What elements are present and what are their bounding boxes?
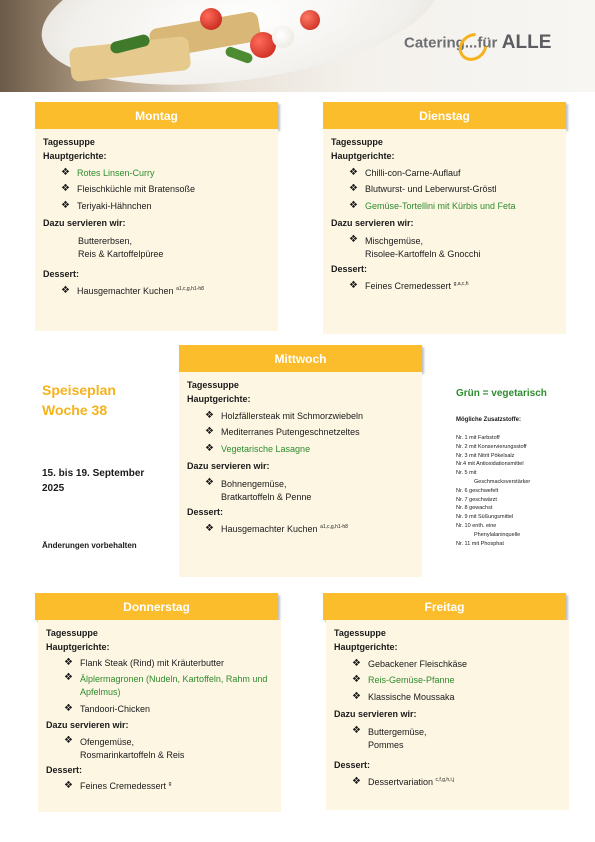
diamond-bullet-icon: ❖ xyxy=(64,672,73,684)
soup-label: Tagessuppe xyxy=(43,137,95,147)
diamond-bullet-icon: ❖ xyxy=(352,674,361,686)
main-dish: ❖ Älplermagronen (Nudeln, Kartoffeln, Rahm und Apfelmus) xyxy=(64,672,268,698)
day-header-mittwoch: Mittwoch xyxy=(179,345,422,372)
main-dish: ❖ Fleischküchle mit Bratensoße xyxy=(61,183,196,195)
main-dish: ❖ Gebackener Fleischkäse xyxy=(352,657,468,669)
additive-line: Nr. 6 geschwefelt xyxy=(456,487,499,494)
day-header-dienstag: Dienstag xyxy=(323,102,566,129)
sides-label: Dazu servieren wir: xyxy=(334,708,417,719)
allergen-codes: a1,c,g,h1-h8 xyxy=(176,285,204,292)
allergen-codes: c,f,g,h,i,j xyxy=(435,776,455,783)
mains-label: Hauptgerichte: xyxy=(187,393,251,404)
allergen-codes: g xyxy=(168,780,172,787)
side-dishes: Buttererbsen, Reis & Kartoffelpüree xyxy=(78,235,164,259)
vegetarian-legend: Grün = vegetarisch xyxy=(456,388,547,399)
soup-label: Tagessuppe xyxy=(331,137,383,147)
plan-date: 15. bis 19. September 2025 xyxy=(42,468,145,494)
diamond-bullet-icon: ❖ xyxy=(352,775,361,787)
dessert-label: Dessert: xyxy=(187,506,224,517)
diamond-bullet-icon: ❖ xyxy=(349,200,358,212)
additive-line: Nr. 10 enth. eine xyxy=(456,522,497,529)
changes-note: Änderungen vorbehalten xyxy=(42,541,137,550)
day-box-freitag xyxy=(326,620,569,810)
diamond-bullet-icon: ❖ xyxy=(352,724,361,736)
side-dishes: ❖ Mischgemüse, Risolee-Kartoffeln & Gnocchi xyxy=(349,233,481,259)
additive-line: Nr. 7 geschwärzt xyxy=(456,496,497,503)
diamond-bullet-icon: ❖ xyxy=(349,233,358,245)
dessert-item: ❖ Hausgemachter Kuchen $^{a1,c,g,h1-h8}$ xyxy=(61,284,204,296)
diamond-bullet-icon: ❖ xyxy=(205,426,214,438)
diamond-bullet-icon: ❖ xyxy=(205,409,214,421)
day-box-montag xyxy=(35,129,278,331)
additive-line: Geschmacksverstärker xyxy=(474,478,531,485)
dessert-item: ❖ Feines Cremedessert $^g$ xyxy=(64,779,172,791)
additive-line: Nr. 11 mit Phosphat xyxy=(456,540,504,547)
logo-part1: Catering xyxy=(404,34,465,52)
additive-line: Nr. 5 mit xyxy=(456,470,477,477)
additive-line: Nr. 1 mit Farbstoff xyxy=(456,435,500,441)
diamond-bullet-icon: ❖ xyxy=(205,476,214,488)
main-dish: ❖ Holzfällersteak mit Schmorzwiebeln xyxy=(205,409,364,421)
soup-label: Tagessuppe xyxy=(46,628,98,638)
logo-part3: ALLE xyxy=(501,32,552,53)
diamond-bullet-icon: ❖ xyxy=(61,183,70,195)
diamond-bullet-icon: ❖ xyxy=(352,657,361,669)
day-box-donnerstag xyxy=(38,620,281,812)
main-dish: ❖ Blutwurst- und Leberwurst-Gröstl xyxy=(349,183,497,195)
diamond-bullet-icon: ❖ xyxy=(205,443,214,455)
sides-label: Dazu servieren wir: xyxy=(187,460,270,471)
tomato-image xyxy=(200,8,222,30)
diamond-bullet-icon: ❖ xyxy=(349,183,358,195)
additive-line: Nr. 8 gewachst xyxy=(456,505,493,512)
additives-title: Mögliche Zusatzstoffe: xyxy=(456,417,522,423)
main-dish: ❖ Klassische Moussaka xyxy=(352,691,455,703)
mains-label: Hauptgerichte: xyxy=(46,641,110,652)
day-header-donnerstag: Donnerstag xyxy=(35,593,278,620)
dessert-item: ❖ Hausgemachter Kuchen $^{a1,c,g,h1-h8}$ xyxy=(205,522,348,534)
diamond-bullet-icon: ❖ xyxy=(352,691,361,703)
brand-logo xyxy=(404,32,551,62)
main-dish: ❖ Gemüse-Tortellini mit Kürbis und Feta xyxy=(349,200,516,212)
day-header-montag: Montag xyxy=(35,102,278,129)
diamond-bullet-icon: ❖ xyxy=(61,166,70,178)
dessert-item: ❖ Feines Cremedessert $^{g,a,c,h}$ xyxy=(349,279,469,291)
diamond-bullet-icon: ❖ xyxy=(64,703,73,715)
day-box-mittwoch xyxy=(179,372,422,577)
allergen-codes: a1,c,g,h1-h8 xyxy=(320,523,348,530)
diamond-bullet-icon: ❖ xyxy=(205,522,214,534)
dessert-label: Dessert: xyxy=(334,759,371,770)
sides-label: Dazu servieren wir: xyxy=(43,217,126,228)
dessert-label: Dessert: xyxy=(46,765,83,776)
header-banner xyxy=(0,0,595,92)
diamond-bullet-icon: ❖ xyxy=(349,279,358,291)
main-dish: ❖ Flank Steak (Rind) mit Kräuterbutter xyxy=(64,656,225,668)
logo-part2: ...für xyxy=(464,34,498,52)
mains-label: Hauptgerichte: xyxy=(331,150,395,161)
diamond-bullet-icon: ❖ xyxy=(64,779,73,791)
main-dish: ❖ Teriyaki-Hähnchen xyxy=(61,200,152,212)
soup-label: Tagessuppe xyxy=(187,380,239,390)
day-header-freitag: Freitag xyxy=(323,593,566,620)
additive-line: Nr. 2 mit Konservierungsstoff xyxy=(456,443,527,450)
main-dish: ❖ Rotes Linsen-Curry xyxy=(61,166,155,178)
diamond-bullet-icon: ❖ xyxy=(61,284,70,296)
dessert-label: Dessert: xyxy=(331,263,368,274)
mains-label: Hauptgerichte: xyxy=(334,641,398,652)
main-dish: ❖ Tandoori-Chicken xyxy=(64,703,151,715)
diamond-bullet-icon: ❖ xyxy=(64,656,73,668)
side-dishes: ❖ Ofengemüse, Rosmarinkartoffeln & Reis xyxy=(64,735,185,761)
side-dishes: ❖ Buttergemüse, Pommes xyxy=(352,724,427,750)
additive-line: Nr. 3 mit Nitrit Pökelsalz xyxy=(456,452,515,459)
additive-line: Nr. 9 mit Süßungsmittel xyxy=(456,514,514,521)
diamond-bullet-icon: ❖ xyxy=(64,735,73,747)
main-dish: ❖ Reis-Gemüse-Pfanne xyxy=(352,674,455,686)
diamond-bullet-icon: ❖ xyxy=(349,166,358,178)
diamond-bullet-icon: ❖ xyxy=(61,200,70,212)
soup-label: Tagessuppe xyxy=(334,628,386,638)
mozzarella-image xyxy=(272,26,294,48)
dessert-item: ❖ Dessertvariation $^{c,f,g,h,i,j}$ xyxy=(352,775,455,787)
mains-label: Hauptgerichte: xyxy=(43,150,107,161)
main-dish: ❖ Vegetarische Lasagne xyxy=(205,443,311,455)
main-dish: ❖ Chilli-con-Carne-Auflauf xyxy=(349,166,461,178)
sides-label: Dazu servieren wir: xyxy=(46,720,129,731)
day-box-dienstag xyxy=(323,129,566,334)
side-dishes: ❖ Bohnengemüse, Bratkartoffeln & Penne xyxy=(205,476,312,502)
plan-title: Speiseplan Woche 38 xyxy=(42,382,116,419)
tomato-image xyxy=(300,10,320,30)
additive-line: Nr.4 mit Antioxidationsmittel xyxy=(456,461,524,468)
logo-arc-icon xyxy=(453,27,493,66)
dessert-label: Dessert: xyxy=(43,268,80,279)
additives-list xyxy=(456,434,530,548)
sides-label: Dazu servieren wir: xyxy=(331,217,414,228)
allergen-codes: g,a,c,h xyxy=(453,280,469,287)
additive-line: Phenylalaninquelle xyxy=(474,531,521,538)
main-dish: ❖ Mediterranes Putengeschnetzeltes xyxy=(205,426,360,438)
